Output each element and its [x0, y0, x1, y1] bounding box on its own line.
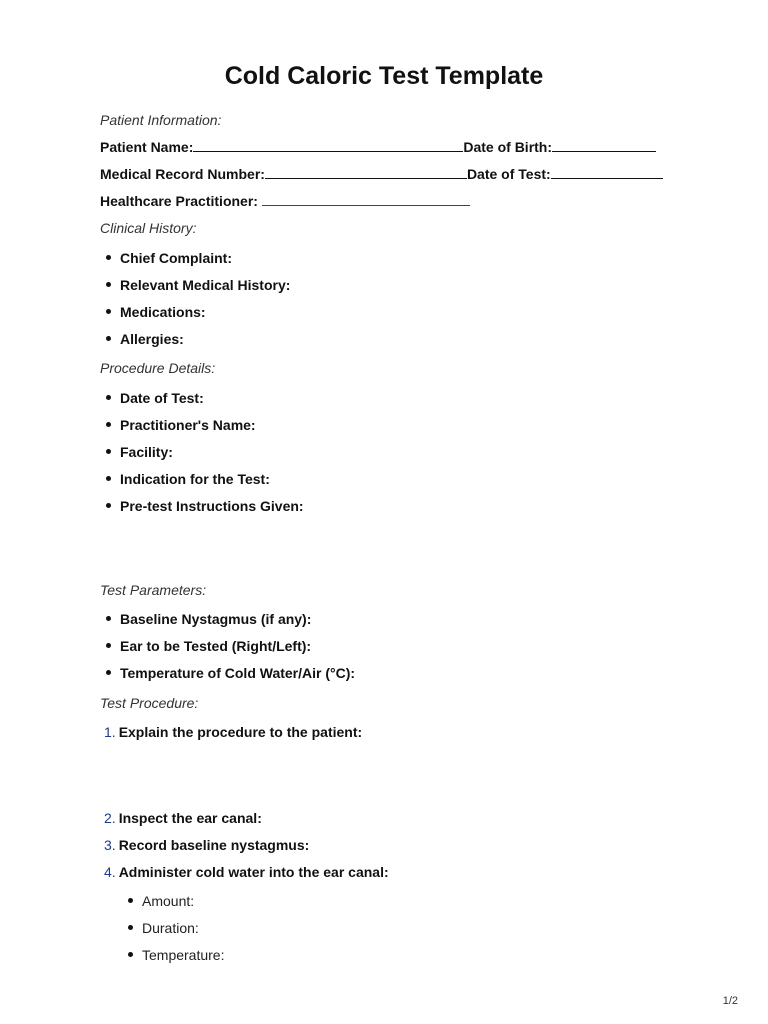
- bullet-icon: [106, 395, 111, 400]
- procedure-step-2: 2. Inspect the ear canal:: [104, 810, 262, 826]
- list-item-allergies: Allergies:: [106, 331, 184, 347]
- field-row-patient-name: [100, 139, 656, 155]
- section-heading-test-parameters: Test Parameters:: [100, 582, 207, 598]
- field-row-medical-record: [100, 166, 663, 182]
- practitioner-blank[interactable]: [262, 193, 470, 206]
- medical-record-blank[interactable]: [265, 166, 467, 179]
- bullet-icon: [106, 476, 111, 481]
- bullet-icon: [106, 643, 111, 648]
- list-item-chief-complaint: Chief Complaint:: [106, 250, 232, 266]
- list-item-baseline-nystagmus: Baseline Nystagmus (if any):: [106, 611, 311, 627]
- bullet-icon: [128, 952, 133, 957]
- sub-item-temperature: Temperature:: [128, 947, 224, 963]
- list-item-pretest-instructions: Pre-test Instructions Given:: [106, 498, 304, 514]
- bullet-icon: [106, 255, 111, 260]
- section-heading-test-procedure: Test Procedure:: [100, 695, 199, 711]
- procedure-step-1: 1. Explain the procedure to the patient:: [104, 724, 363, 740]
- practitioner-label: Healthcare Practitioner:: [100, 193, 258, 209]
- section-heading-patient-information: Patient Information:: [100, 112, 222, 128]
- sub-item-duration: Duration:: [128, 920, 199, 936]
- section-heading-clinical-history: Clinical History:: [100, 220, 197, 236]
- list-item-medications: Medications:: [106, 304, 206, 320]
- bullet-icon: [106, 336, 111, 341]
- list-item-practitioner-name: Practitioner's Name:: [106, 417, 256, 433]
- bullet-icon: [106, 309, 111, 314]
- bullet-icon: [128, 898, 133, 903]
- date-of-birth-blank[interactable]: [552, 139, 656, 152]
- list-item-indication: Indication for the Test:: [106, 471, 270, 487]
- date-of-birth-label: Date of Birth:: [463, 139, 553, 155]
- bullet-icon: [128, 925, 133, 930]
- date-of-test-label: Date of Test:: [466, 166, 551, 182]
- document-title: Cold Caloric Test Template: [224, 62, 544, 90]
- page-number: 1/2: [722, 995, 738, 1007]
- list-item-temperature: Temperature of Cold Water/Air (°C):: [106, 665, 355, 681]
- bullet-icon: [106, 616, 111, 621]
- sub-item-amount: Amount:: [128, 893, 194, 909]
- medical-record-label: Medical Record Number:: [100, 166, 265, 182]
- date-of-test-blank[interactable]: [551, 166, 663, 179]
- bullet-icon: [106, 449, 111, 454]
- bullet-icon: [106, 670, 111, 675]
- patient-name-blank[interactable]: [193, 139, 463, 152]
- procedure-step-4: 4. Administer cold water into the ear canal:: [104, 864, 389, 880]
- section-heading-procedure-details: Procedure Details:: [100, 360, 216, 376]
- procedure-step-3: 3. Record baseline nystagmus:: [104, 837, 310, 853]
- bullet-icon: [106, 282, 111, 287]
- patient-name-label: Patient Name:: [100, 139, 194, 155]
- list-item-date-of-test: Date of Test:: [106, 390, 204, 406]
- bullet-icon: [106, 503, 111, 508]
- field-row-practitioner: [100, 193, 470, 209]
- list-item-facility: Facility:: [106, 444, 173, 460]
- list-item-medical-history: Relevant Medical History:: [106, 277, 290, 293]
- list-item-ear-tested: Ear to be Tested (Right/Left):: [106, 638, 311, 654]
- bullet-icon: [106, 422, 111, 427]
